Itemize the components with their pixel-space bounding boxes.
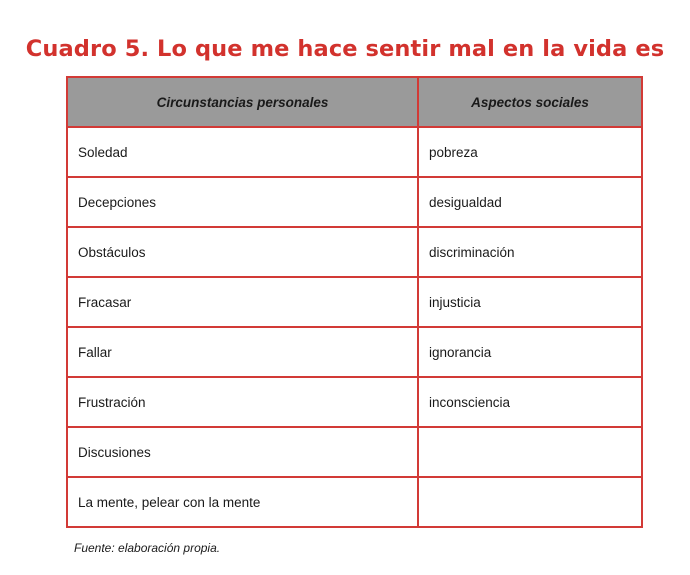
cell-personal: Fracasar bbox=[67, 277, 418, 327]
cell-personal: Soledad bbox=[67, 127, 418, 177]
cell-personal: Decepciones bbox=[67, 177, 418, 227]
cell-social: ignorancia bbox=[418, 327, 642, 377]
column-header-personal: Circunstancias personales bbox=[67, 77, 418, 127]
cell-social bbox=[418, 477, 642, 527]
cell-social: pobreza bbox=[418, 127, 642, 177]
table-row bbox=[67, 277, 642, 327]
cell-personal: Discusiones bbox=[67, 427, 418, 477]
table-row bbox=[67, 177, 642, 227]
cell-personal: Frustración bbox=[67, 377, 418, 427]
data-table bbox=[66, 76, 643, 528]
cell-social: injusticia bbox=[418, 277, 642, 327]
cell-personal: Fallar bbox=[67, 327, 418, 377]
table-header-row bbox=[67, 77, 642, 127]
column-header-social: Aspectos sociales bbox=[418, 77, 642, 127]
cell-social bbox=[418, 427, 642, 477]
cell-social: discriminación bbox=[418, 227, 642, 277]
source-note: Fuente: elaboración propia. bbox=[74, 541, 221, 555]
cell-social: desigualdad bbox=[418, 177, 642, 227]
table-row bbox=[67, 427, 642, 477]
table-row bbox=[67, 477, 642, 527]
cell-personal: La mente, pelear con la mente bbox=[67, 477, 418, 527]
table-row bbox=[67, 127, 642, 177]
cell-social: inconsciencia bbox=[418, 377, 642, 427]
table-row bbox=[67, 227, 642, 277]
table-row bbox=[67, 327, 642, 377]
cell-personal: Obstáculos bbox=[67, 227, 418, 277]
table-row bbox=[67, 377, 642, 427]
table-title: Cuadro 5. Lo que me hace sentir mal en la vida es bbox=[25, 36, 665, 62]
